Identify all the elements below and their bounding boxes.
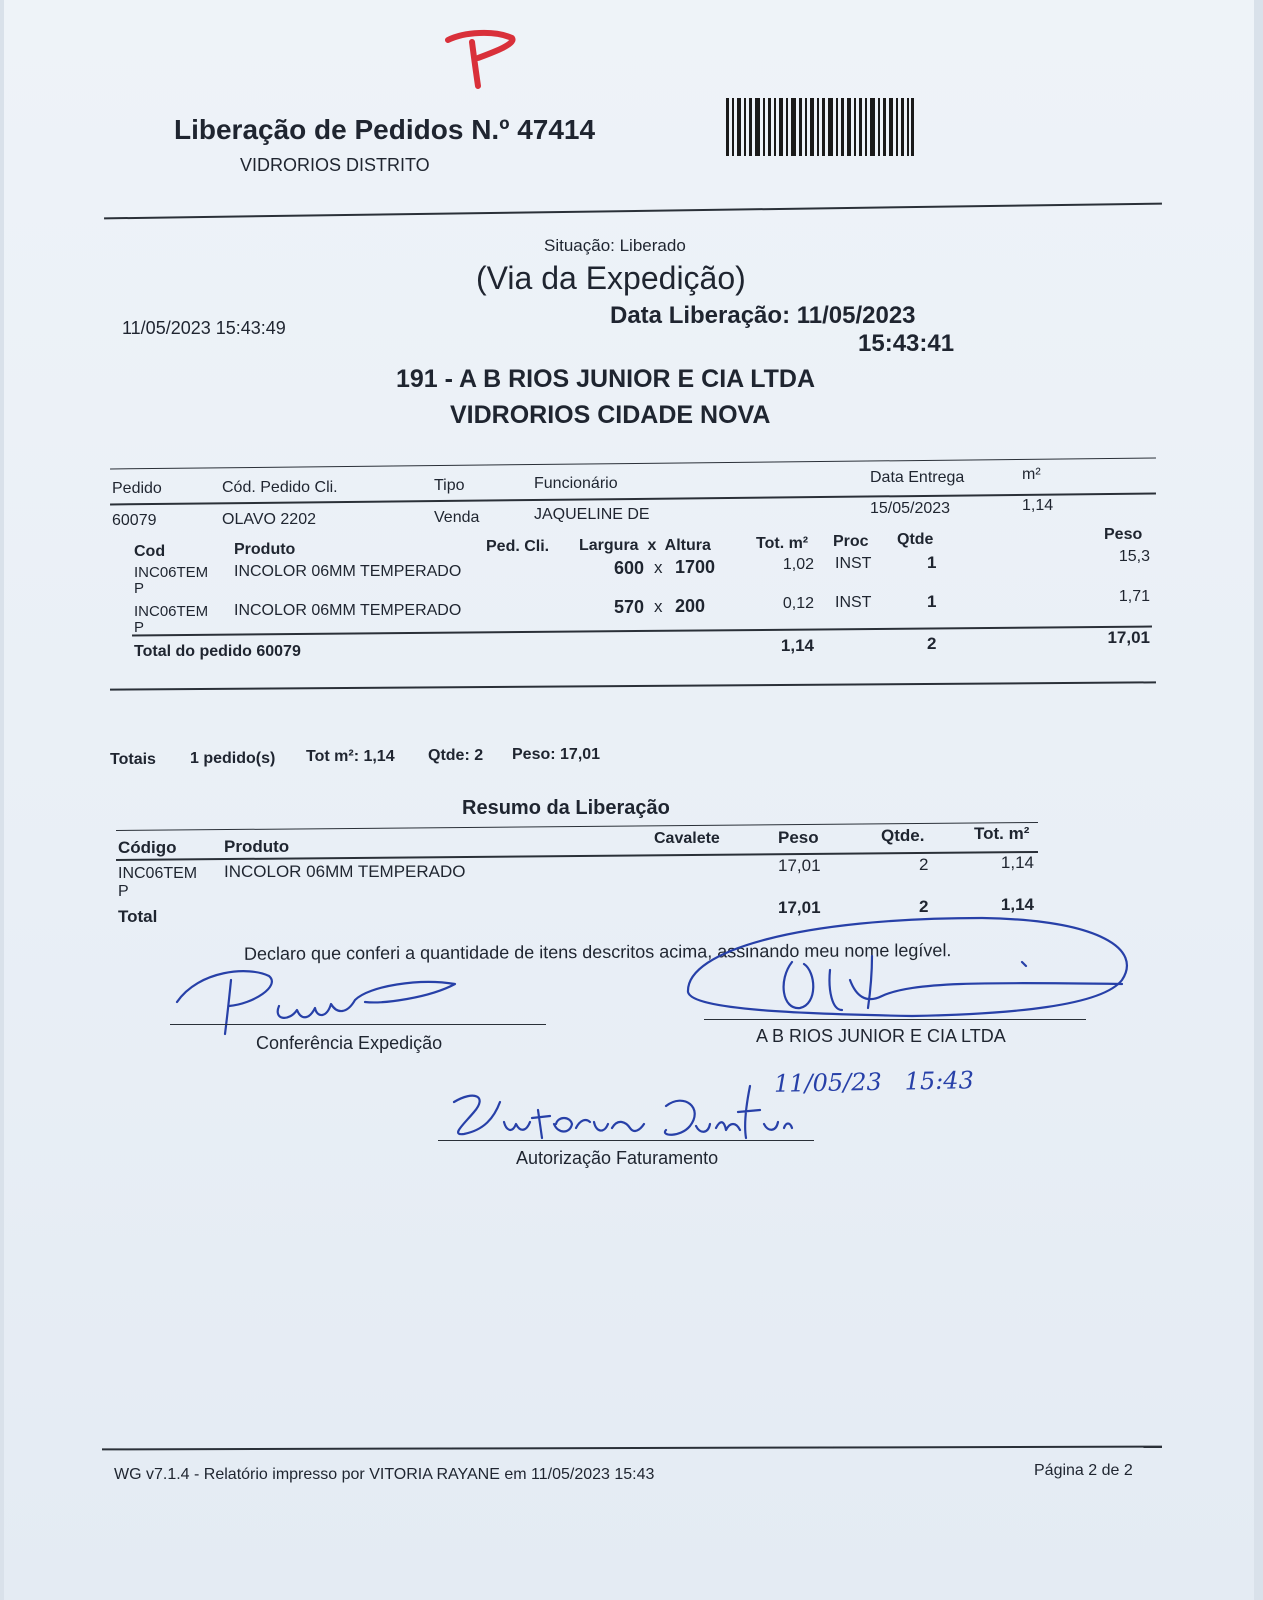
summary-code: INC06TEM P: [118, 865, 198, 900]
summary-total-m2: 1,14: [1000, 895, 1034, 914]
declaration-text: Declaro que conferi a quantidade de itens descritos acima, assinando meu nome legível.: [243, 940, 952, 964]
item-qtde: 1: [927, 553, 937, 572]
col-pedido: Pedido: [112, 480, 162, 497]
order-top-line: [110, 458, 1156, 470]
order-total-m2: 1,14: [780, 636, 814, 655]
order-m2: 1,14: [1022, 497, 1054, 514]
employee-name: JAQUELINE DE: [534, 506, 650, 523]
totals-label: Totais: [110, 751, 156, 768]
items-col-cod: Cod: [134, 543, 166, 560]
item-product: INCOLOR 06MM TEMPERADO: [234, 602, 462, 619]
col-funcionario: Funcionário: [534, 475, 618, 492]
item-width: 570: [613, 597, 644, 617]
signature-line-billing: [438, 1140, 814, 1141]
header-divider: [104, 203, 1162, 220]
summary-tot-m2: 1,14: [1000, 853, 1034, 872]
col-tipo: Tipo: [434, 477, 465, 494]
item-product: INCOLOR 06MM TEMPERADO: [234, 563, 462, 580]
summary-col-produto: Produto: [224, 837, 290, 856]
section-divider: [110, 681, 1156, 690]
order-type: Venda: [434, 509, 480, 526]
barcode: [726, 98, 916, 158]
totals-qtde: Qtde: 2: [428, 747, 484, 764]
col-data-entrega: Data Entrega: [870, 469, 965, 486]
item-tot-m2: 1,02: [782, 556, 814, 573]
order-total-qtde: 2: [927, 634, 937, 653]
delivery-date: 15/05/2023: [870, 500, 951, 517]
signature-client: [682, 910, 1152, 1028]
signature-line-left: [170, 1024, 546, 1025]
document-page: [4, 0, 1254, 1600]
summary-total-weight: 17,01: [778, 898, 821, 917]
item-weight: 1,71: [1118, 588, 1150, 605]
signature-conferencia: [169, 960, 469, 1040]
item-proc: INST: [835, 594, 872, 611]
client-order-code: OLAVO 2202: [222, 511, 316, 528]
items-col-produto: Produto: [234, 541, 296, 558]
items-col-proc: Proc: [833, 533, 869, 550]
item-width: 600: [613, 558, 644, 578]
issuer-company: VIDRORIOS DISTRITO: [240, 155, 430, 175]
col-m2: m²: [1022, 466, 1041, 483]
summary-total-qtde: 2: [919, 897, 929, 916]
item-weight: 15,3: [1118, 548, 1150, 565]
item-height: 200: [675, 596, 706, 616]
items-col-tot-m2: Tot. m²: [756, 535, 809, 552]
handwritten-date: 11/05/23 15:43: [773, 1066, 975, 1098]
summary-col-tot-m2: Tot. m²: [974, 824, 1030, 843]
order-total-weight: 17,01: [1107, 628, 1150, 647]
signature-line-right: [704, 1019, 1086, 1020]
summary-col-peso: Peso: [778, 828, 819, 847]
item-x: x: [654, 597, 663, 616]
copy-label: (Via da Expedição): [476, 260, 746, 296]
client-name: 191 - A B RIOS JUNIOR E CIA LTDA: [396, 365, 816, 393]
totals-weight: Peso: 17,01: [512, 746, 601, 763]
order-total-line: [132, 626, 1152, 637]
summary-weight: 17,01: [778, 856, 821, 875]
totals-orders: 1 pedido(s): [190, 750, 276, 767]
summary-qtde: 2: [919, 855, 929, 874]
summary-col-codigo: Código: [118, 838, 177, 857]
totals-m2: Tot m²: 1,14: [306, 748, 395, 765]
page-number: Página 2 de 2: [1034, 1462, 1133, 1479]
items-col-peso: Peso: [1104, 526, 1143, 543]
status-text: Situação: Liberado: [544, 236, 686, 255]
item-proc: INST: [835, 555, 872, 572]
release-date: Data Liberação: 11/05/2023: [610, 302, 916, 329]
release-time: 15:43:41: [858, 330, 955, 357]
item-qtde: 1: [927, 592, 937, 611]
summary-product: INCOLOR 06MM TEMPERADO: [224, 862, 466, 881]
client-signature-label: A B RIOS JUNIOR E CIA LTDA: [756, 1026, 1006, 1046]
footer-line: [102, 1446, 1162, 1451]
items-col-dimensions: Largura x Altura: [579, 537, 711, 554]
items-col-ped-cli: Ped. Cli.: [486, 538, 550, 555]
order-number: 60079: [112, 512, 157, 529]
items-col-qtde: Qtde: [897, 531, 934, 548]
item-height: 1700: [675, 557, 716, 577]
document-title: Liberação de Pedidos N.º 47414: [174, 114, 596, 145]
summary-total-label: Total: [118, 907, 158, 926]
item-tot-m2: 0,12: [782, 595, 814, 612]
summary-col-cavalete: Cavalete: [654, 830, 720, 847]
summary-title: Resumo da Liberação: [462, 797, 670, 819]
printed-timestamp: 11/05/2023 15:43:49: [122, 318, 286, 338]
conferencia-label: Conferência Expedição: [256, 1033, 443, 1053]
item-x: x: [654, 558, 663, 577]
item-code: INC06TEM P: [134, 603, 209, 636]
faturamento-label: Autorização Faturamento: [516, 1148, 719, 1168]
red-p-mark: [444, 28, 524, 92]
summary-col-qtde: Qtde.: [881, 826, 925, 845]
footer-print-info: WG v7.1.4 - Relatório impresso por VITORIA RAYANE em 11/05/2023 15:43: [114, 1466, 655, 1483]
client-branch: VIDRORIOS CIDADE NOVA: [450, 401, 771, 429]
col-cod-pedido-cli: Cód. Pedido Cli.: [222, 479, 338, 496]
item-code: INC06TEM P: [134, 564, 209, 597]
order-total-label: Total do pedido 60079: [134, 643, 301, 660]
